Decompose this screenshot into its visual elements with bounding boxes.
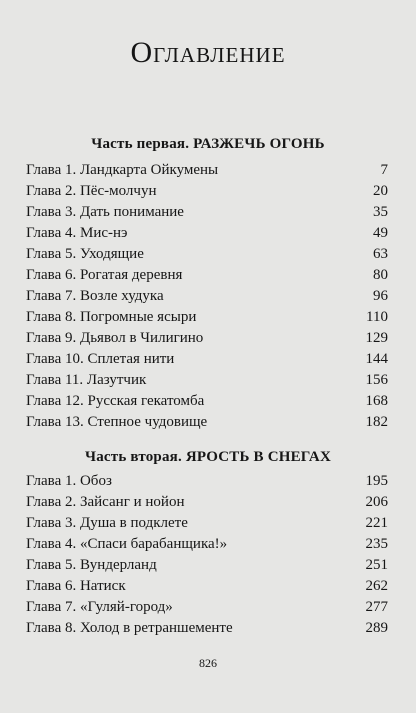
chapter-title: Глава 6. Натиск (26, 578, 126, 594)
chapter-page-number: 289 (365, 620, 388, 636)
toc-entry (26, 599, 388, 620)
part-one-heading: Часть первая. РАЗЖЕЧЬ ОГОНЬ (91, 136, 325, 152)
chapter-page-number: 221 (365, 515, 388, 531)
chapter-page-number: 35 (373, 204, 388, 220)
toc-entry (26, 473, 388, 494)
toc-entry (26, 351, 388, 372)
toc-entry (26, 330, 388, 351)
chapter-title: Глава 1. Обоз (26, 473, 112, 489)
toc-entry (26, 393, 388, 414)
toc-entry (26, 578, 388, 599)
page-title: Оглавление (130, 36, 286, 69)
toc-entry (26, 494, 388, 515)
chapter-title: Глава 2. Пёс-молчун (26, 183, 157, 199)
part-two-heading: Часть вторая. ЯРОСТЬ В СНЕГАХ (85, 449, 331, 465)
toc-entry (26, 267, 388, 288)
chapter-page-number: 206 (365, 494, 388, 510)
chapter-page-number: 20 (373, 183, 388, 199)
chapter-title: Глава 4. «Спаси барабанщика!» (26, 536, 228, 552)
chapter-title: Глава 1. Ландкарта Ойкумены (26, 162, 219, 178)
chapter-title: Глава 9. Дьявол в Чилигино (26, 330, 204, 346)
toc-entry (26, 414, 388, 435)
chapter-page-number: 7 (380, 162, 388, 178)
page-number: 826 (199, 656, 217, 670)
chapter-page-number: 129 (365, 330, 388, 346)
chapter-page-number: 63 (373, 246, 388, 262)
toc-entry (26, 536, 388, 557)
chapter-title: Глава 12. Русская гекатомба (26, 393, 205, 409)
chapter-page-number: 144 (365, 351, 388, 367)
chapter-title: Глава 8. Погромные ясыри (26, 309, 197, 325)
toc-entry (26, 309, 388, 330)
chapter-page-number: 156 (365, 372, 388, 388)
toc-entry (26, 162, 388, 183)
chapter-page-number: 80 (373, 267, 388, 283)
toc-entry (26, 620, 388, 641)
chapter-title: Глава 2. Зайсанг и нойон (26, 494, 185, 510)
chapter-title: Глава 4. Мис-нэ (26, 225, 128, 241)
toc-entry (26, 557, 388, 578)
chapter-title: Глава 5. Вундерланд (26, 557, 157, 573)
chapter-title: Глава 11. Лазутчик (26, 372, 147, 388)
toc-entry (26, 288, 388, 309)
chapter-page-number: 49 (373, 225, 388, 241)
chapter-title: Глава 10. Сплетая нити (26, 351, 175, 367)
chapter-title: Глава 3. Дать понимание (26, 204, 184, 220)
chapter-title: Глава 3. Душа в подклете (26, 515, 188, 531)
chapter-title: Глава 8. Холод в ретраншементе (26, 620, 233, 636)
chapter-page-number: 195 (365, 473, 388, 489)
chapter-title: Глава 7. Возле худука (26, 288, 164, 304)
chapter-page-number: 182 (365, 414, 388, 430)
chapter-page-number: 251 (365, 557, 388, 573)
chapter-title: Глава 7. «Гуляй-город» (26, 599, 173, 615)
toc-entry (26, 225, 388, 246)
chapter-page-number: 262 (365, 578, 388, 594)
part-one-chapter-list (26, 162, 388, 435)
chapter-title: Глава 5. Уходящие (26, 246, 144, 262)
toc-entry (26, 372, 388, 393)
chapter-page-number: 277 (365, 599, 388, 615)
toc-entry (26, 246, 388, 267)
chapter-page-number: 96 (373, 288, 388, 304)
chapter-title: Глава 13. Степное чудовище (26, 414, 208, 430)
chapter-title: Глава 6. Рогатая деревня (26, 267, 183, 283)
chapter-page-number: 235 (365, 536, 388, 552)
toc-entry (26, 183, 388, 204)
part-two-chapter-list (26, 473, 388, 641)
toc-entry (26, 204, 388, 225)
chapter-page-number: 110 (366, 309, 388, 325)
toc-entry (26, 515, 388, 536)
chapter-page-number: 168 (365, 393, 388, 409)
